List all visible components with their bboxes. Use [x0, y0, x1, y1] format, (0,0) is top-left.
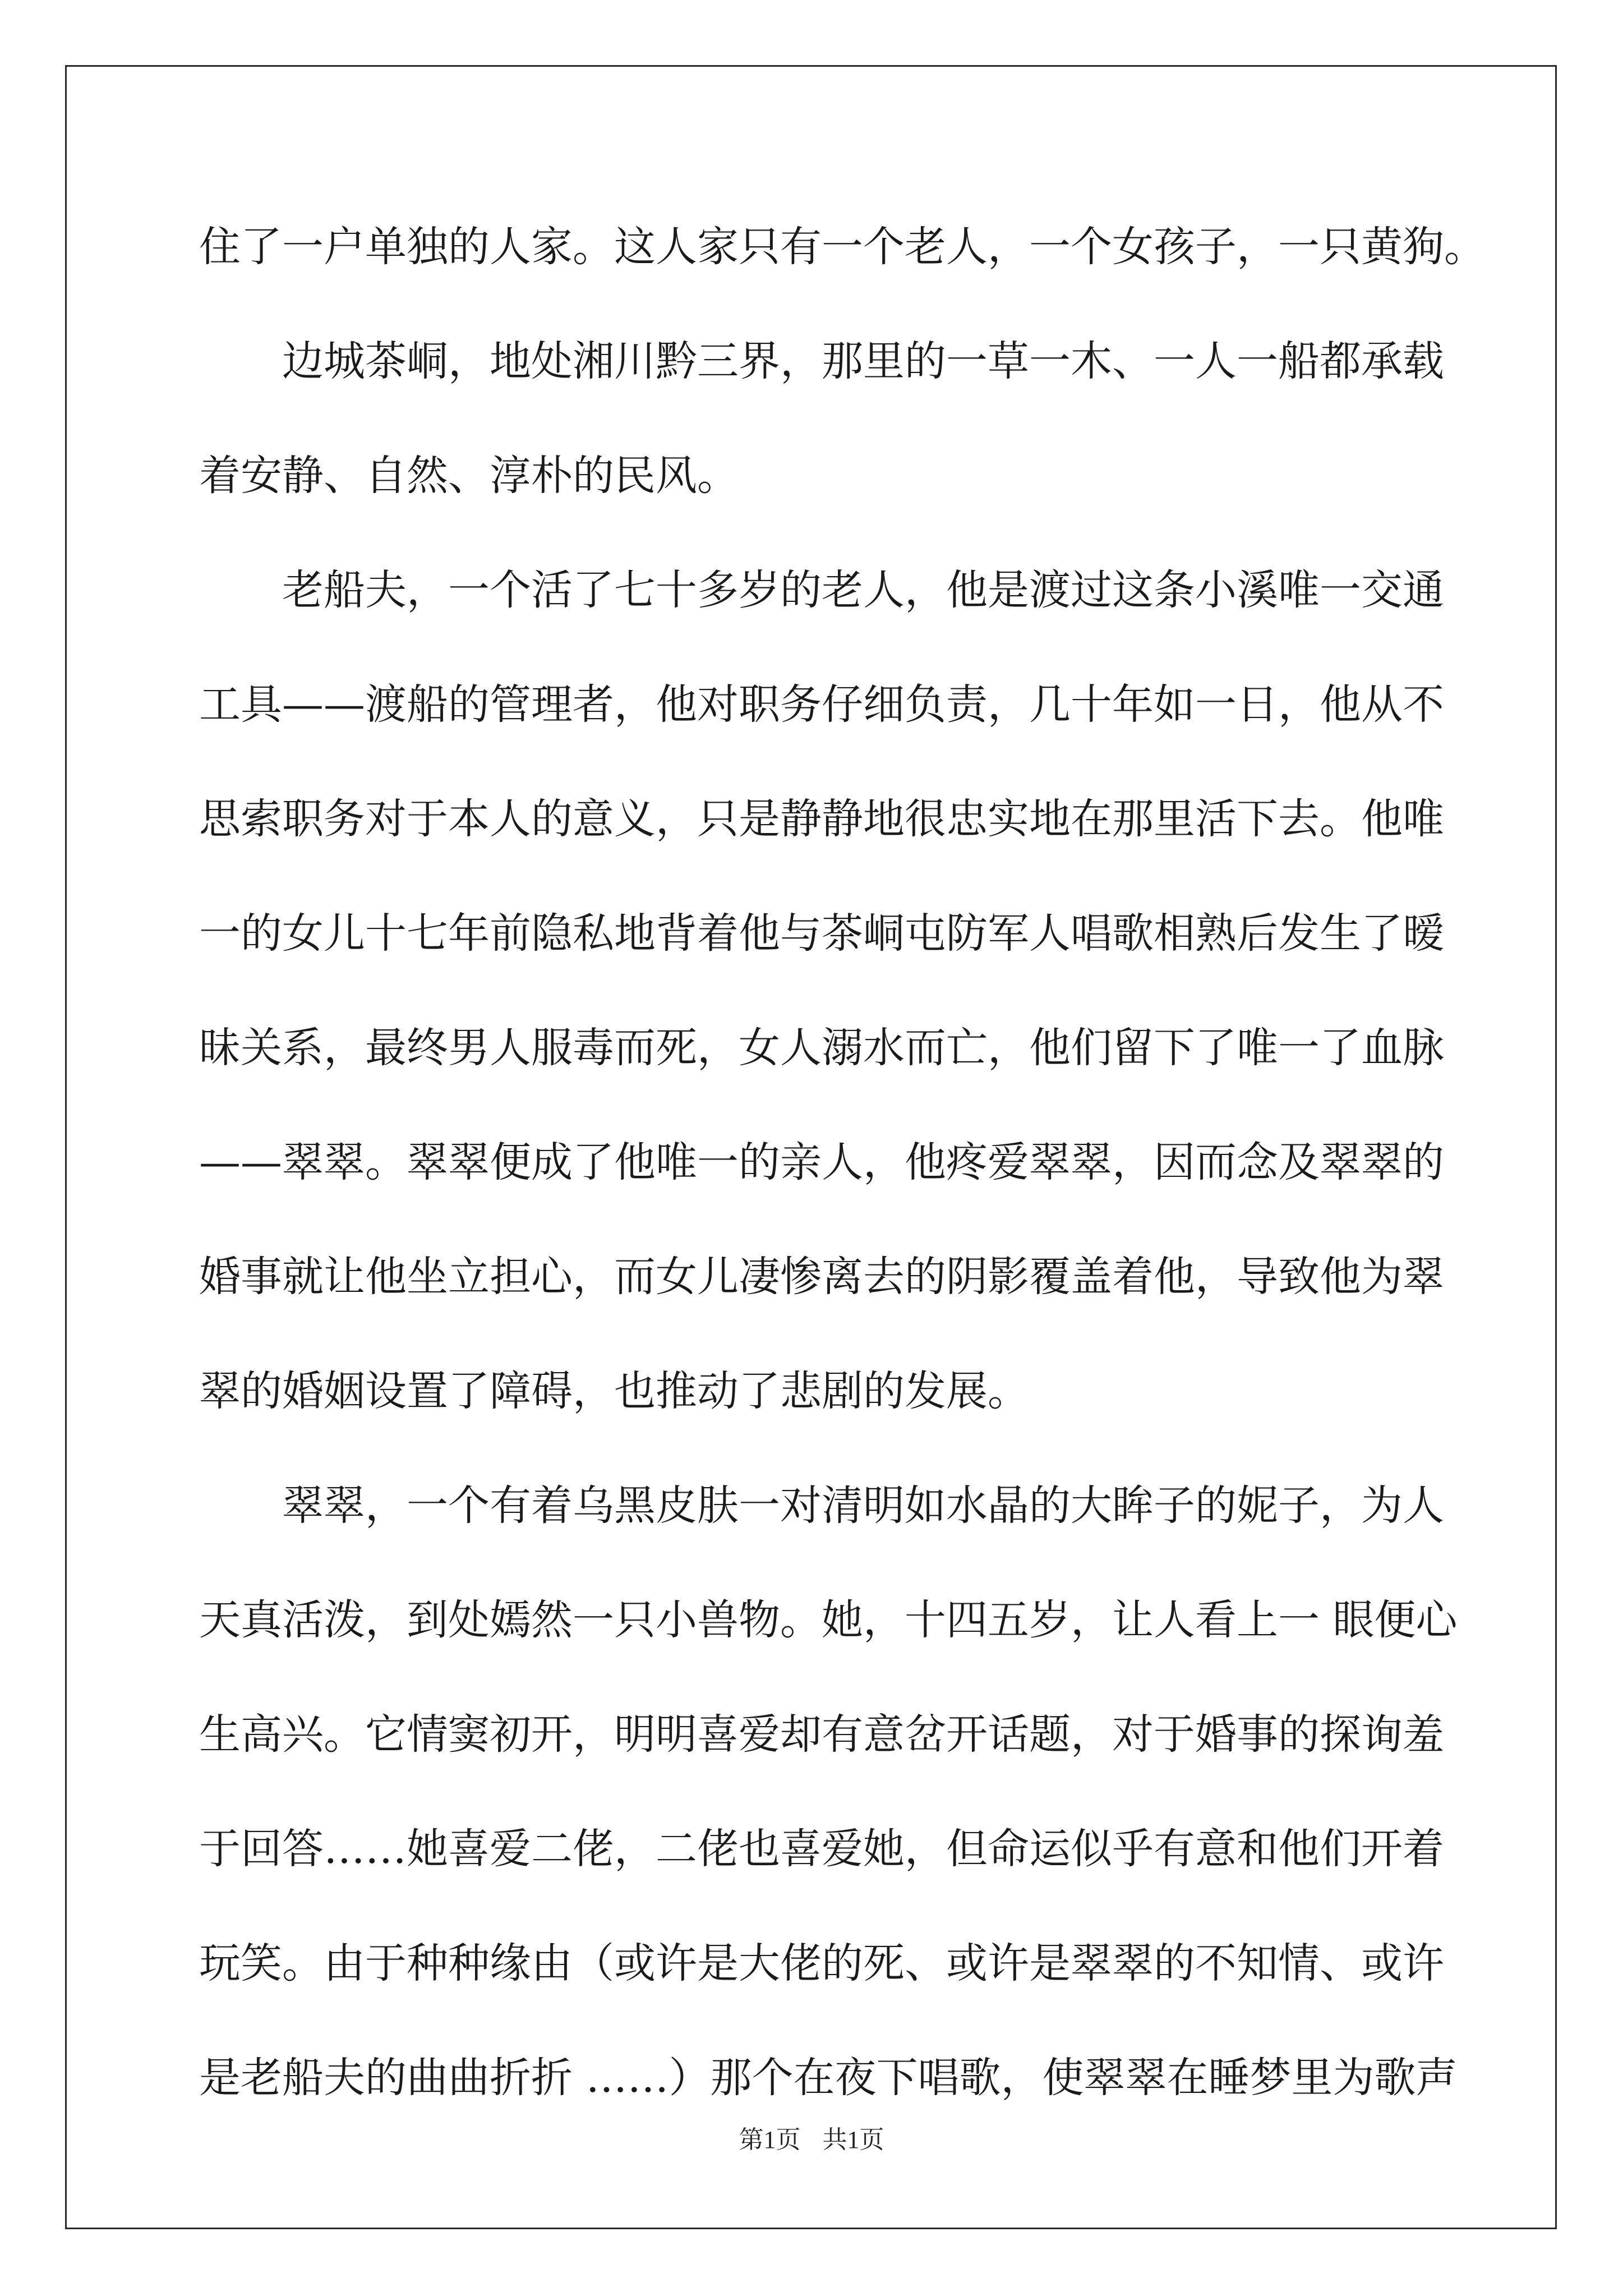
text-line: 工具——渡船的管理者，他对职务仔细负责，几十年如一日，他从不 — [199, 680, 1444, 729]
text-line: 生高兴。它情窦初开，明明喜爱却有意岔开话题，对于婚事的探询羞 — [199, 1710, 1444, 1759]
text-line: 思索职务对于本人的意义，只是静静地很忠实地在那里活下去。他唯 — [199, 795, 1444, 843]
text-line: 翠翠，一个有着乌黑皮肤一对清明如水晶的大眸子的妮子，为人 — [282, 1481, 1444, 1530]
text-line: 一的女儿十七年前隐私地背着他与茶峒屯防军人唱歌相熟后发生了暧 — [199, 909, 1444, 958]
text-line: ——翠翠。翠翠便成了他唯一的亲人，他疼爱翠翠，因而念及翠翠的 — [199, 1138, 1444, 1186]
text-line: 玩笑。由于种种缘由（或许是大佬的死、或许是翠翠的不知情、或许 — [199, 1939, 1444, 1987]
text-line: 婚事就让他坐立担心，而女儿凄惨离去的阴影覆盖着他，导致他为翠 — [199, 1253, 1444, 1301]
document-body — [199, 213, 1486, 2159]
page-total: 共1页 — [822, 2126, 884, 2154]
text-line: 边城茶峒，地处湘川黔三界，那里的一草一木、一人一船都承载 — [282, 337, 1444, 385]
text-line: 住了一户单独的人家。这人家只有一个老人，一个女孩子，一只黄狗。 — [199, 223, 1486, 271]
text-line: 昧关系，最终男人服毒而死，女人溺水而亡，他们留下了唯一了血脉 — [199, 1024, 1444, 1072]
page-number: 第1页 — [739, 2126, 801, 2154]
text-line: 着安静、自然、淳朴的民风。 — [199, 452, 739, 500]
text-line: 是老船夫的曲曲折折 ……）那个在夜下唱歌，使翠翠在睡梦里为歌声 — [199, 2054, 1458, 2102]
page-footer — [0, 2119, 1623, 2155]
text-line: 翠的婚姻设置了障碍，也推动了悲剧的发展。 — [199, 1367, 1029, 1415]
text-line: 老船夫，一个活了七十多岁的老人，他是渡过这条小溪唯一交通 — [282, 566, 1444, 614]
text-line: 于回答……她喜爱二佬，二佬也喜爱她，但命运似乎有意和他们开着 — [199, 1825, 1444, 1873]
text-line: 天真活泼，到处嫣然一只小兽物。她，十四五岁，让人看上一 眼便心 — [199, 1596, 1458, 1644]
